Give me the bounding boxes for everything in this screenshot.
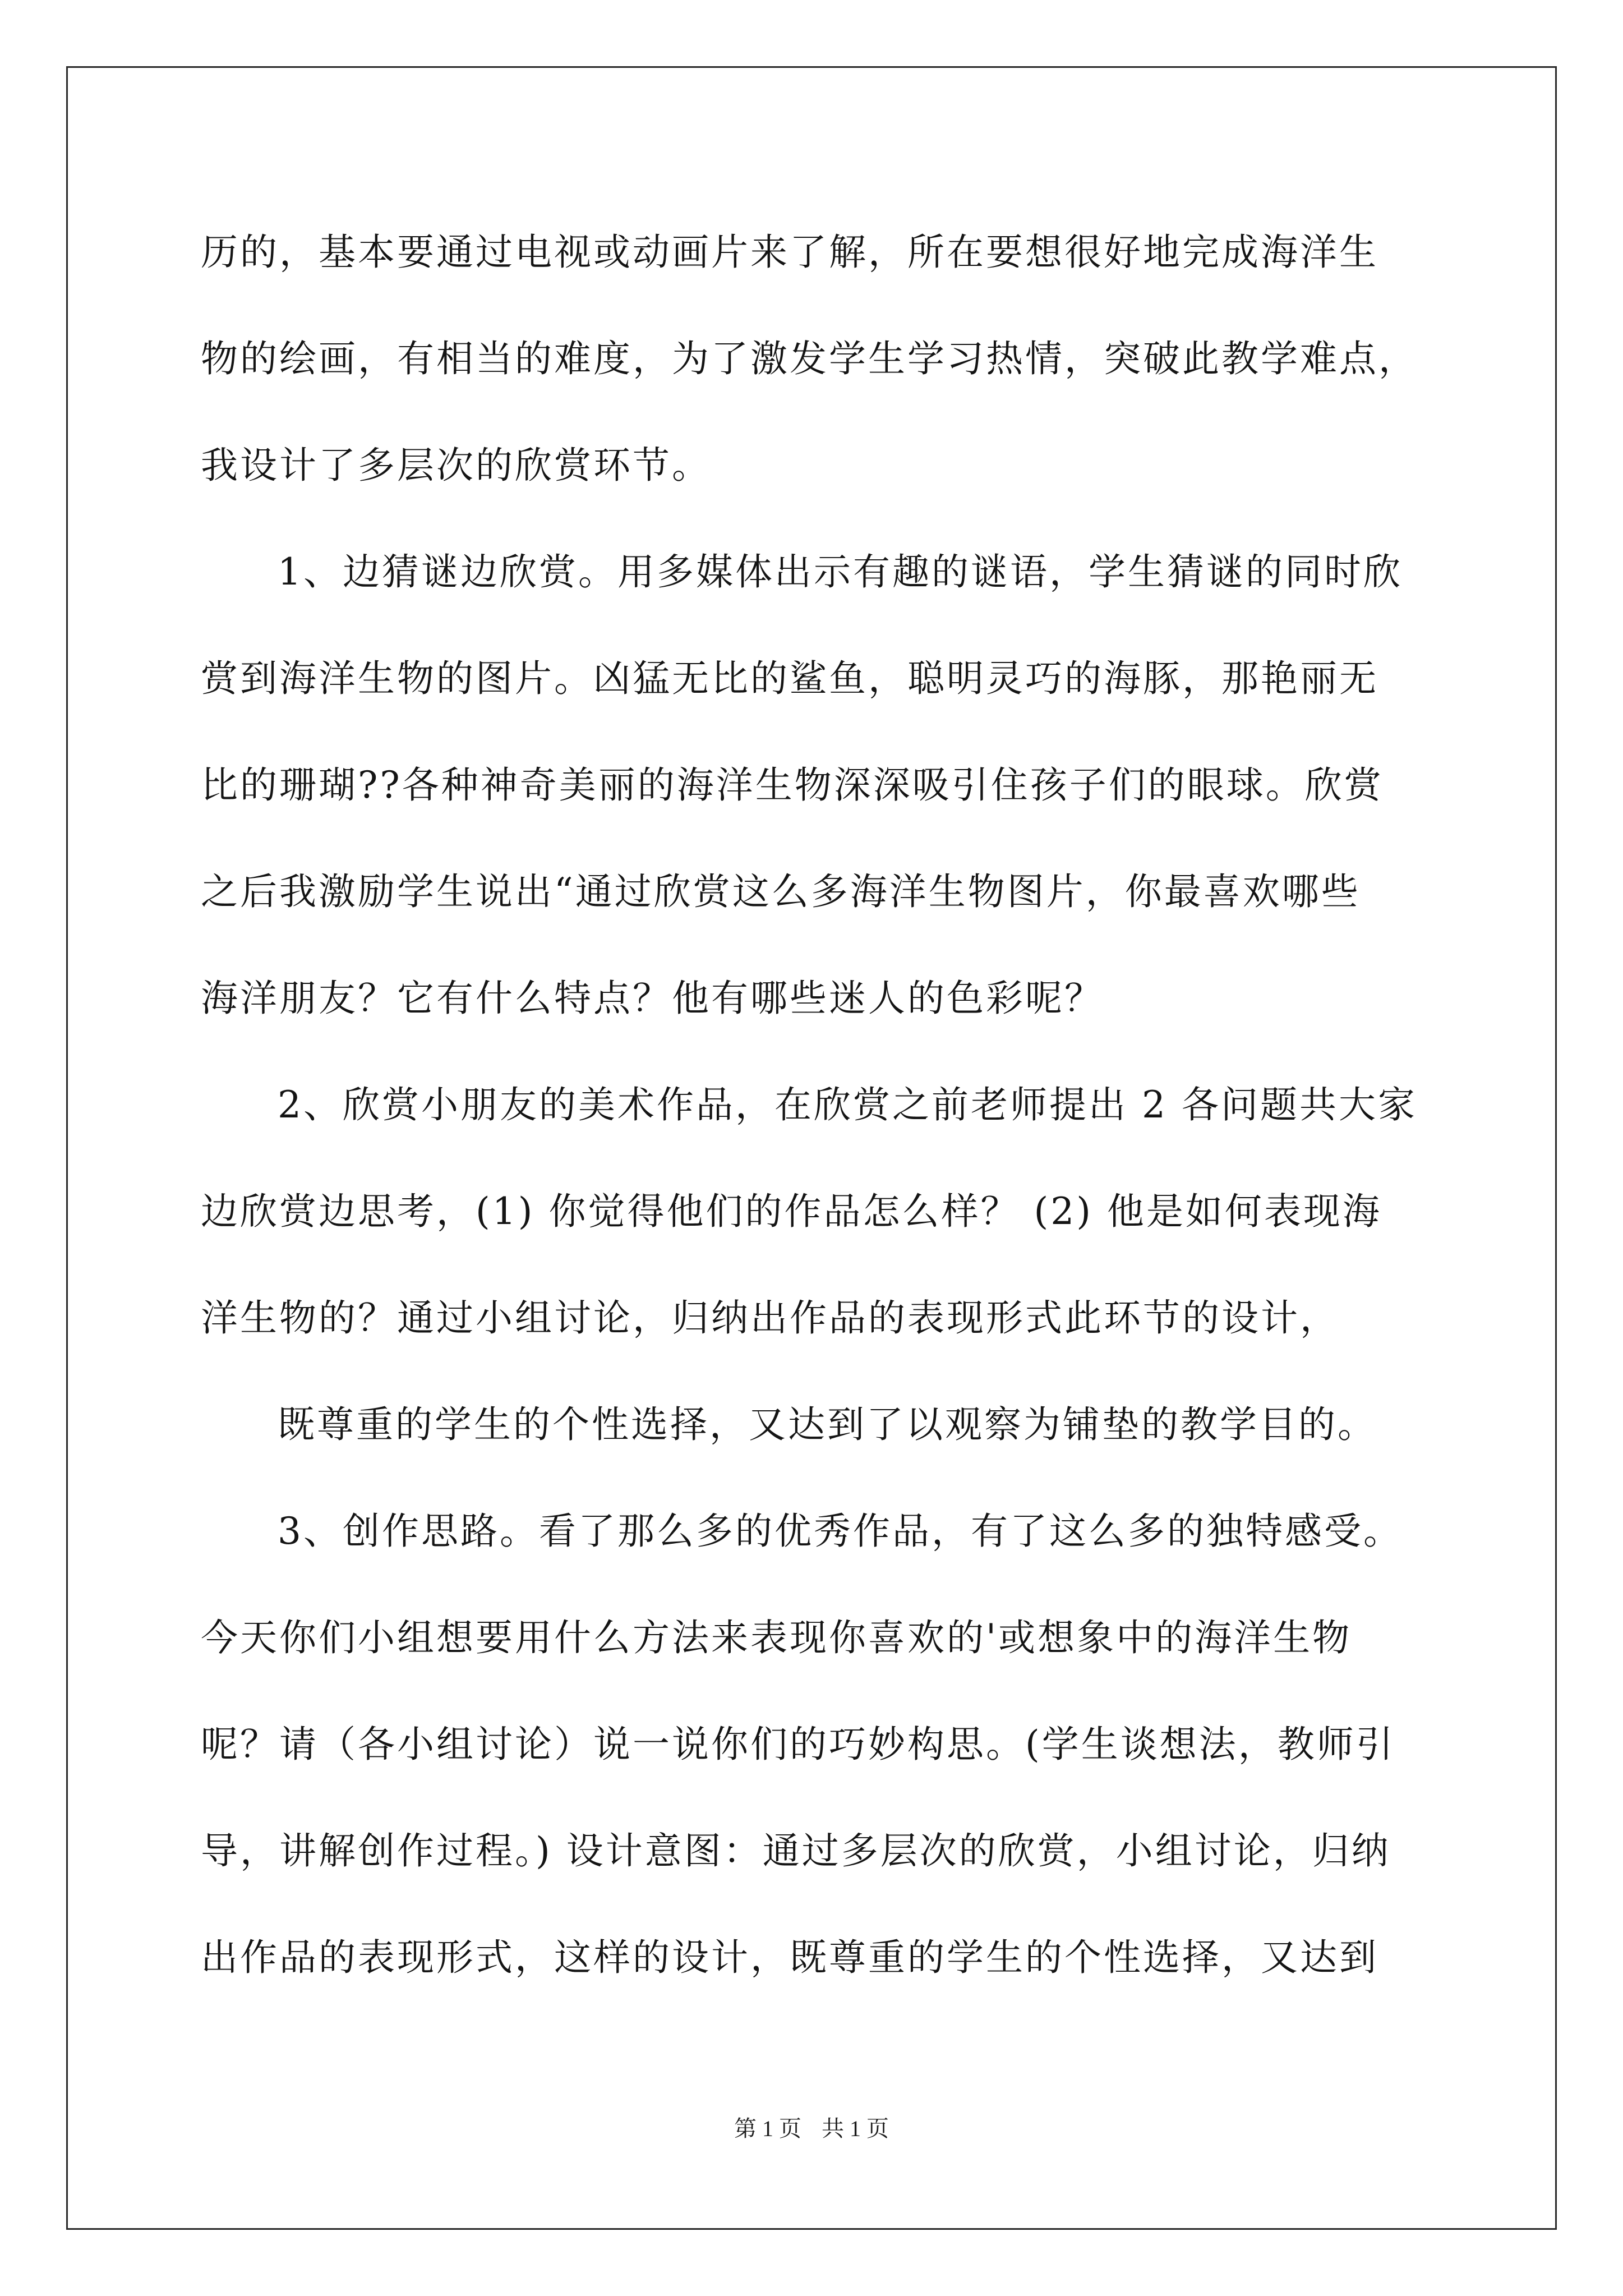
page-footer xyxy=(0,2115,1623,2143)
paragraph-line: 导，讲解创作过程。) 设计意图：通过多层次的欣赏，小组讨论，归纳 xyxy=(201,1829,1391,1872)
page-border xyxy=(66,66,1557,2230)
paragraph-line: 赏到海洋生物的图片。凶猛无比的鲨鱼，聪明灵巧的海豚，那艳丽无 xyxy=(201,657,1378,700)
paragraph-line: 3、创作思路。看了那么多的优秀作品，有了这么多的独特感受。 xyxy=(278,1510,1403,1553)
paragraph-line: 我设计了多层次的欣赏环节。 xyxy=(201,444,711,487)
paragraph-line: 物的绘画，有相当的难度，为了激发学生学习热情，突破此教学难点， xyxy=(201,337,1418,380)
paragraph-line: 边欣赏边思考，(1) 你觉得他们的作品怎么样？ (2) 他是如何表现海 xyxy=(201,1190,1382,1233)
paragraph-line: 今天你们小组想要用什么方法来表现你喜欢的'或想象中的海洋生物 xyxy=(201,1616,1352,1659)
paragraph-line: 既尊重的学生的个性选择，又达到了以观察为铺垫的教学目的。 xyxy=(278,1403,1377,1446)
paragraph-line: 2、欣赏小朋友的美术作品，在欣赏之前老师提出 2 各问题共大家 xyxy=(278,1083,1417,1126)
paragraph-line: 比的珊瑚??各种神奇美丽的海洋生物深深吸引住孩子们的眼球。欣赏 xyxy=(201,763,1384,807)
paragraph-line: 洋生物的？通过小组讨论，归纳出作品的表现形式此环节的设计， xyxy=(201,1296,1339,1340)
paragraph-line: 海洋朋友？它有什么特点？他有哪些迷人的色彩呢？ xyxy=(201,977,1104,1020)
paragraph-line: 1、边猜谜边欣赏。用多媒体出示有趣的谜语，学生猜谜的同时欣 xyxy=(278,550,1403,593)
paragraph-line: 之后我激励学生说出“通过欣赏这么多海洋生物图片，你最喜欢哪些 xyxy=(201,870,1361,913)
paragraph-line: 历的，基本要通过电视或动画片来了解，所在要想很好地完成海洋生 xyxy=(201,231,1378,274)
page-number: 第 1 页 xyxy=(734,2116,801,2141)
paragraph-line: 出作品的表现形式，这样的设计，既尊重的学生的个性选择，又达到 xyxy=(201,1936,1378,1979)
paragraph-line: 呢？请（各小组讨论）说一说你们的巧妙构思。(学生谈想法，教师引 xyxy=(201,1723,1395,1766)
page-total: 共 1 页 xyxy=(822,2116,889,2141)
